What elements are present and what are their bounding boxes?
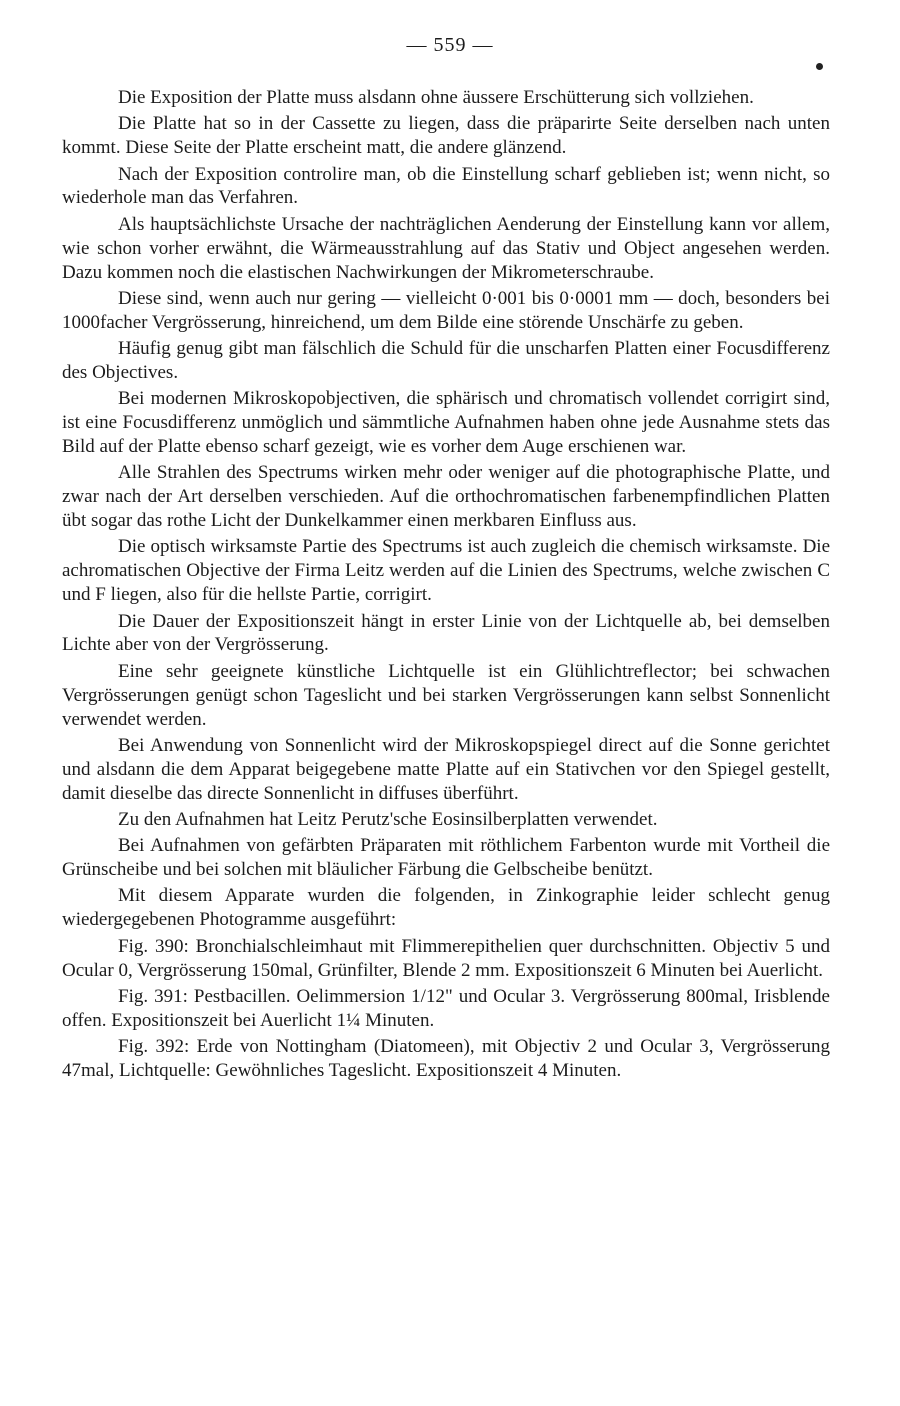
paragraph-12: Bei Anwendung von Sonnenlicht wird der Mikroskopspiegel direct auf die Sonne gerichtet und alsdann die dem Apparat beigegebene matte Platte auf ein Stativchen vor den Spiegel gestellt, damit dieselbe das directe Sonnenlicht in diffuses überführt. [62, 734, 830, 804]
paragraph-2: Die Platte hat so in der Cassette zu liegen, dass die präparirte Seite derselben nach unten kommt. Diese Seite der Platte erscheint matt, die andere glänzend. [62, 113, 830, 159]
paragraph-fig-390: Fig. 390: Bronchialschleimhaut mit Flimmerepithelien quer durchschnitten. Objectiv 5 und Ocular 0, Vergrösserung 150mal, Grünfilter, Blende 2 mm. Expositionszeit 6 Minuten bei Auerlicht. [62, 935, 830, 981]
paragraph-10: Die Dauer der Expositionszeit hängt in erster Linie von der Lichtquelle ab, bei demselben Lichte aber von der Vergrösserung. [62, 610, 830, 656]
ink-speck [816, 63, 823, 70]
paragraph-3: Nach der Exposition controlire man, ob die Einstellung scharf geblieben ist; wenn nicht, so wiederhole man das Verfahren. [62, 163, 830, 209]
paragraph-4: Als hauptsächlichste Ursache der nachträglichen Aenderung der Einstellung kann vor allem, wie schon vorher erwähnt, die Wärmeausstrahlung auf das Stativ und Object angesehen werden. Dazu kommen noch die elastischen Nachwirkungen der Mikrometerschraube. [62, 213, 830, 283]
paragraph-5: Diese sind, wenn auch nur gering — vielleicht 0·001 bis 0·0001 mm — doch, besonders bei 1000facher Vergrösserung, hinreichend, um dem Bilde eine störende Unschärfe zu geben. [62, 287, 830, 333]
paragraph-8: Alle Strahlen des Spectrums wirken mehr oder weniger auf die photographische Platte, und zwar nach der Art derselben verschieden. Auf die orthochromatischen farbenempfindlichen Platten übt sogar das rothe Licht der Dunkelkammer einen merkbaren Einfluss aus. [62, 462, 830, 532]
paragraph-7: Bei modernen Mikroskopobjectiven, die sphärisch und chromatisch vollendet corrigirt sind, ist eine Focusdifferenz unmöglich und sämmtliche Aufnahmen haben ohne jede Ausnahme stets das Bild auf der Platte ebenso scharf gezeigt, wie es vorher dem Auge erschienen war. [62, 388, 830, 458]
paragraph-11: Eine sehr geeignete künstliche Lichtquelle ist ein Glühlichtreflector; bei schwachen Vergrösserungen genügt schon Tageslicht und bei starken Vergrösserungen kann selbst Sonnenlicht verwendet werden. [62, 660, 830, 730]
paragraph-15: Mit diesem Apparate wurden die folgenden, in Zinkographie leider schlecht genug wiedergegebenen Photogramme ausgeführt: [62, 885, 830, 931]
paragraph-fig-391: Fig. 391: Pestbacillen. Oelimmersion 1/12" und Ocular 3. Vergrösserung 800mal, Irisblende offen. Expositionszeit bei Auerlicht 1¼ Minuten. [62, 985, 830, 1031]
paragraph-9: Die optisch wirksamste Partie des Spectrums ist auch zugleich die chemisch wirksamste. Die achromatischen Objective der Firma Leitz werden auf die Linien des Spectrums, welche zwischen C und F liegen, also für die hellste Partie, corrigirt. [62, 536, 830, 606]
page-number: — 559 — [406, 34, 494, 56]
paragraph-1: Die Exposition der Platte muss alsdann ohne äussere Erschütterung sich vollziehen. [118, 87, 754, 108]
body-text [62, 86, 830, 1085]
paragraph-14: Bei Aufnahmen von gefärbten Präparaten mit röthlichem Farbenton wurde mit Vortheil die Grünscheibe und bei solchen mit bläulicher Färbung die Gelbscheibe benützt. [62, 835, 830, 881]
paragraph-13: Zu den Aufnahmen hat Leitz Perutz'sche Eosinsilberplatten verwendet. [118, 808, 658, 830]
paragraph-fig-392: Fig. 392: Erde von Nottingham (Diatomeen), mit Objectiv 2 und Ocular 3, Vergrösserung 47mal, Lichtquelle: Gewöhnliches Tageslicht. Expositionszeit 4 Minuten. [62, 1036, 830, 1081]
paragraph-6: Häufig genug gibt man fälschlich die Schuld für die unscharfen Platten einer Focusdifferenz des Objectives. [62, 338, 830, 383]
